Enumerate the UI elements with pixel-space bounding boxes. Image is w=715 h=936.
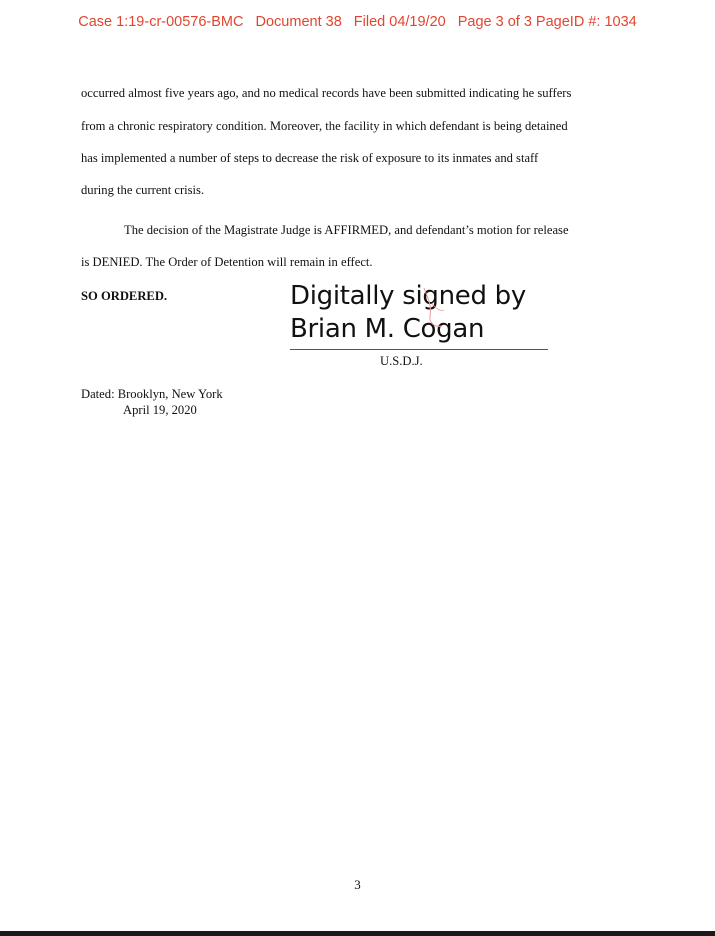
so-ordered: SO ORDERED. xyxy=(81,289,168,303)
page-id: Page 3 of 3 PageID #: 1034 xyxy=(457,14,637,30)
document-number: Document 38 xyxy=(255,14,342,30)
body-line-2: from a chronic respiratory condition. Moreover, the facility in which defendant is being detained xyxy=(81,119,568,133)
signature-name: Brian M. Cogan xyxy=(290,314,485,344)
judge-title: U.S.D.J. xyxy=(380,354,423,368)
bottom-edge xyxy=(0,931,715,936)
body-line-1: occurred almost five years ago, and no medical records have been submitted indicating he suffers xyxy=(81,86,572,100)
body-line-6: is DENIED. The Order of Detention will remain in effect. xyxy=(81,255,373,269)
signature-rule xyxy=(290,349,548,350)
page-number: 3 xyxy=(354,877,361,892)
body-line-4: during the current crisis. xyxy=(81,183,205,197)
body-line-5: The decision of the Magistrate Judge is AFFIRMED, and defendant’s motion for release xyxy=(124,223,569,237)
case-number: Case 1:19-cr-00576-BMC xyxy=(78,14,244,30)
signature-stroke-icon xyxy=(418,286,448,330)
dated-location: Dated: Brooklyn, New York xyxy=(81,387,223,401)
dated-date: April 19, 2020 xyxy=(123,403,197,417)
filed-date: Filed 04/19/20 xyxy=(353,14,446,30)
dated-block xyxy=(81,386,223,418)
signature-line-1: Digitally signed by xyxy=(290,281,526,311)
body-line-3: has implemented a number of steps to decrease the risk of exposure to its inmates and staff xyxy=(81,151,539,165)
court-filing-header xyxy=(0,14,715,30)
